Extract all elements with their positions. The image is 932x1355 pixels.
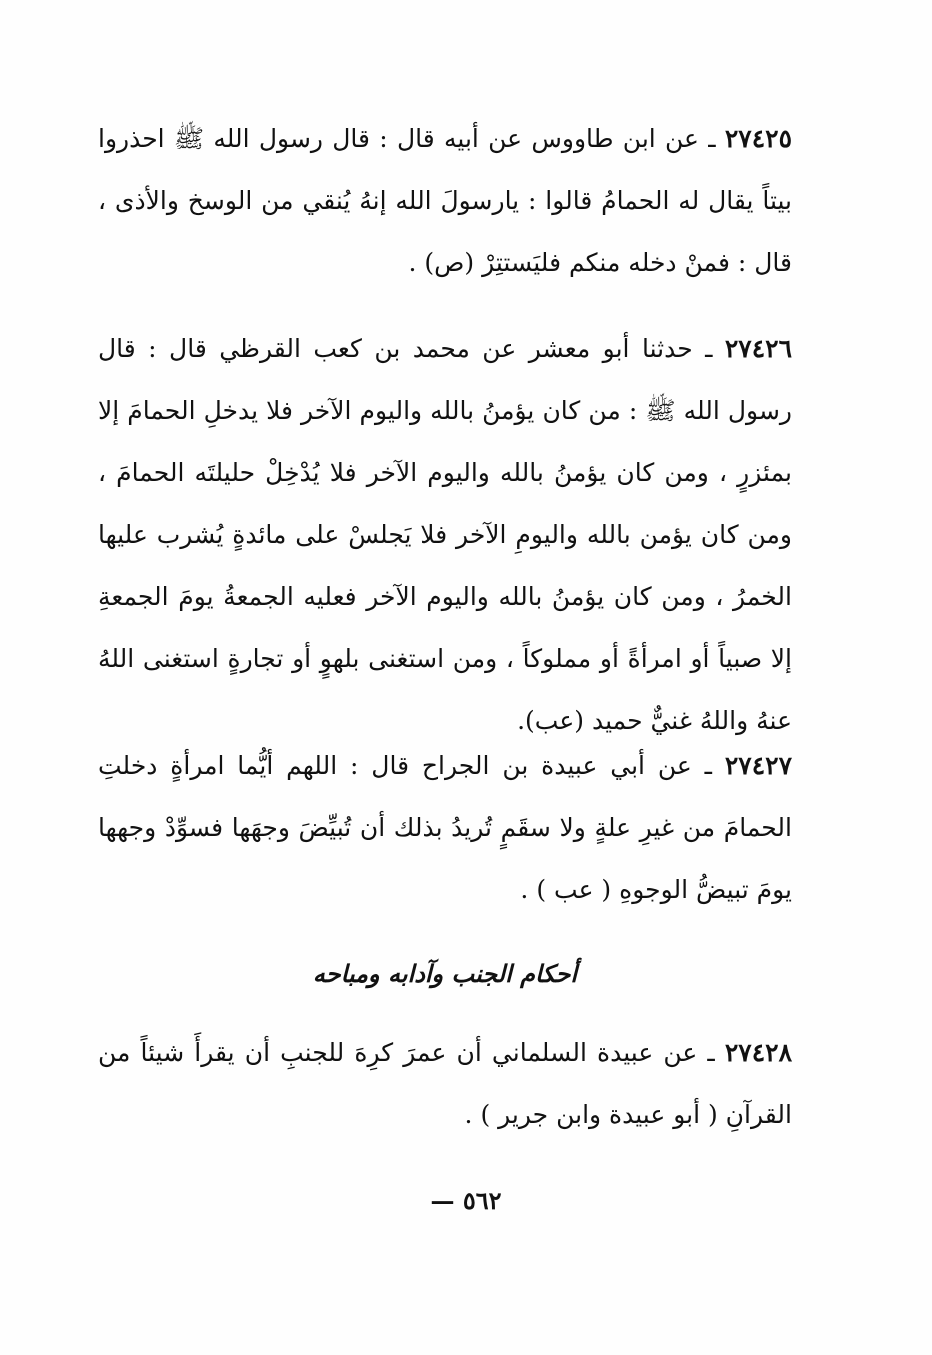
hadith-text: ـ حدثنا أبو معشر عن محمد بن كعب القرظي قال : قال رسول الله ﷺ : من كان يؤمنُ بالله واليوم الآخر فلا يدخلِ الحمامَ إلا بمئزرٍ ، ومن كان يؤمنُ بالله واليوم الآخر فلا يُدْخِلْ حليلتَه الحمامَ ، ومن كان يؤمن بالله واليومِ الآخر فلا يَجلسْ على مائدةٍ يُشرب عليها الخمرُ ، ومن كان يؤمنُ بالله واليوم الآخر فعليه الجمعةُ يومَ الجمعةِ إلا صبياً أو امرأةً أو مملوكاً ، ومن استغنى بلهوٍ أو تجارةٍ استغنى اللهُ عنهُ واللهُ غنيٌّ حميد (عب). — [98, 334, 792, 735]
hadith-text: ـ عن ابن طاووس عن أبيه قال : قال رسول الله ﷺ احذروا بيتاً يقال له الحمامُ قالوا : يارسولَ الله إنهُ يُنقي من الوسخ والأذى ، قال : فمنْ دخله منكم فليَستتِرْ (ص) . — [98, 124, 792, 277]
hadith-text: ـ عن عبيدة السلماني أن عمرَ كرِهَ للجنبِ أن يقرأَ شيئاً من القرآنِ ( أبو عبيدة وابن جرير ) . — [98, 1038, 792, 1129]
hadith-paragraph — [98, 108, 792, 294]
section-heading: أحكام الجنب وآدابه ومباحه — [312, 959, 578, 988]
hadith-number: ٢٧٤٢٦ — [724, 334, 793, 363]
page-number: ٥٦٢ — — [430, 1186, 502, 1215]
hadith-paragraph — [98, 735, 792, 921]
hadith-number: ٢٧٤٢٨ — [724, 1038, 792, 1067]
hadith-paragraph — [98, 1022, 792, 1146]
hadith-number: ٢٧٤٢٧ — [724, 751, 793, 780]
hadith-text: ـ عن أبي عبيدة بن الجراح قال : اللهم أيُّما امرأةٍ دخلتِ الحمامَ من غيرِ علةٍ ولا سقَمٍ تُريدُ بذلك أن تُبيِّضَ وجهَها فسوِّدْ وجهها يومَ تبيضُّ الوجوهِ ( عب ) . — [98, 751, 792, 904]
hadith-number: ٢٧٤٢٥ — [724, 124, 792, 153]
hadith-paragraph — [98, 318, 792, 752]
